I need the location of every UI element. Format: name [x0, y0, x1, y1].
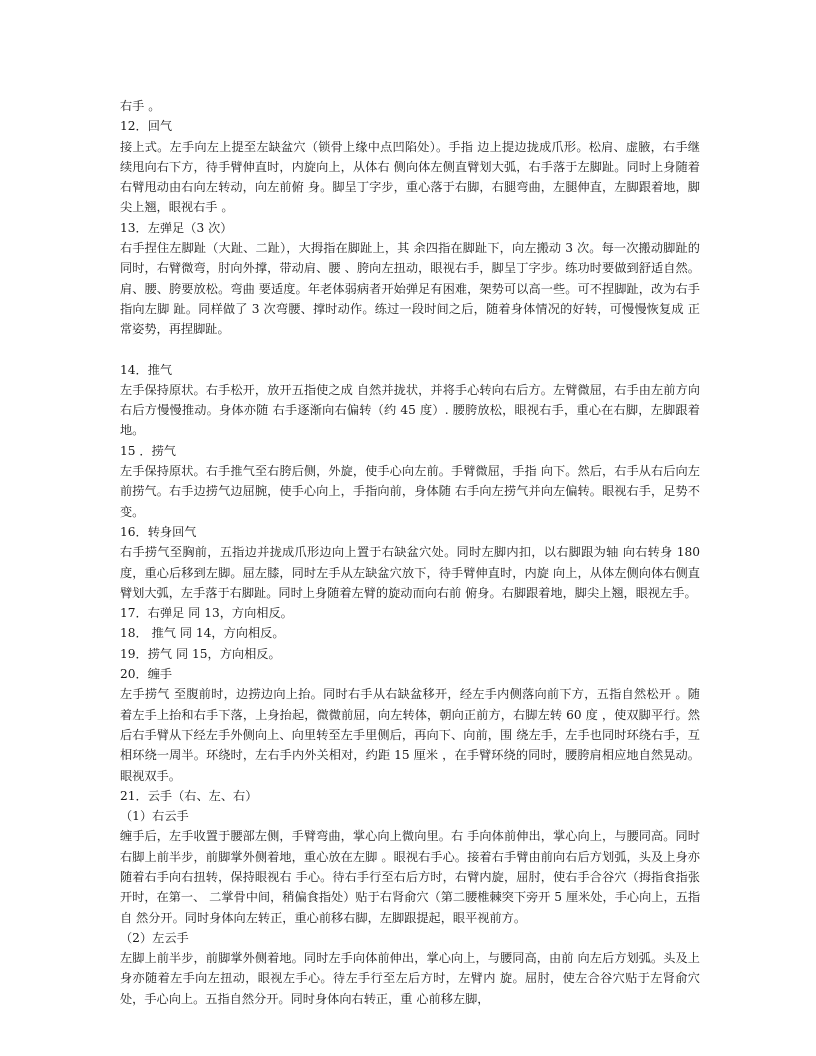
section-heading-18: 18． 推气 同 14，方向相反。: [120, 626, 285, 641]
blank-line: [120, 340, 700, 360]
paragraph-14-body: 左手保持原状。右手松开，放开五指使之成 自然并拢状，并将手心转向右后方。左臂微屈，右手由左前方向右后方慢慢推动。身体亦随 右手逐渐向右偏转（约 45 度）. 腰胯放松，眼视右手，重心在右脚，左脚跟着地。: [120, 382, 700, 438]
section-heading-20: 20．缠手: [120, 667, 173, 682]
paragraph-13-body: 右手捏住左脚趾（大趾、二趾），大拇指在脚趾上，其 余四指在脚趾下，向左搬动 3 次。每一次搬动脚趾的同时，右臂微弯，肘向外撑，带动肩、腰 、胯向左扭动，眼视右手，脚呈丁字步。练功时要做到舒适自然。肩、腰、胯要放松。弯曲 要适度。年老体弱病者开始弹足有困难，架势可以高一些。可不捏脚趾，改为右手指向左脚 趾。同样做了 3 次弯腰、撑时动作。练过一段时间之后，随着身体情况的好转，可慢慢恢复成 正常姿势，再捏脚趾。: [120, 241, 700, 337]
section-heading-14: 14．推气: [120, 362, 173, 377]
section-heading-19: 19．捞气 同 15，方向相反。: [120, 646, 281, 661]
paragraph-21-2-body: 左脚上前半步，前脚掌外侧着地。同时左手向体前伸出，掌心向上，与腰同高，由前 向左后方划弧。头及上身亦随着左手向左扭动，眼视左手心。待左手行至左后方时，左臂内 旋。屈肘，使左合谷穴贴于左肾俞穴处，手心向上。五指自然分开。同时身体向右转正，重 心前移左脚，: [120, 951, 700, 1006]
paragraph-21-1-body: 缠手后，左手收置于腰部左侧，手臂弯曲，掌心向上微向里。右 手向体前伸出，掌心向上，与腰同高。同时右脚上前半步，前脚掌外侧着地，重心放在左脚 。眼视右手心。接着右手臂由前向右后方划弧，头及上身亦随着右手向右扭转，保持眼视右 手心。待右手行至右后方时，右臂内旋，屈肘，使右手合谷穴（拇指食指张开时，在第一、 二掌骨中间，稍偏食指处）贴于右肾俞穴（第二腰椎棘突下旁开 5 厘米处，手心向上，五指自 然分开。同时身体向左转正，重心前移右脚，左脚跟提起，眼平视前方。: [120, 829, 701, 925]
section-heading-21: 21．云手（右、左、右）: [120, 788, 258, 803]
section-heading-13: 13．左弹足（3 次）: [120, 220, 233, 235]
paragraph-15-body: 左手保持原状。右手推气至右胯后侧，外旋，使手心向左前。手臂微屈，手指 向下。然后，右手从右后向左前捞气。右手边捞气边屈腕，使手心向上，手指向前，身体随 右手向左捞气并向左偏转。眼视右手，足势不变。: [120, 464, 700, 519]
section-heading-16: 16．转身回气: [120, 524, 197, 539]
paragraph-12-body: 接上式。左手向左上提至左缺盆穴（锁骨上缘中点凹陷处）。手指 边上提边拢成爪形。松肩、虚腋，右手继续甩向右下方，待手臂伸直时，内旋向上，从体右 侧向体左侧直臂划大弧，右手落于左脚趾。同时上身随着右臂甩动由右向左转动，向左前俯 身。脚呈丁字步，重心落于右脚，右腿弯曲，左腿伸直，左脚跟着地，脚尖上翘，眼视右手 。: [120, 139, 700, 215]
paragraph-20-body: 左手捞气 至腹前时，边捞边向上抬。同时右手从右缺盆移开，经左手内侧落向前下方，五指自然松开 。随着左手上抬和右手下落，上身抬起，微微前屈，向左转体，朝向正前方，右脚左转 60 度 ，使双脚平行。然后右手臂从下经左手外侧向上、向里转至左手里侧后，再向下、向前，围 绕左手，左手也同时环绕右手，互相环绕一周半。环绕时，左右手内外关相对，约距 15 厘米 ，在手臂环绕的同时，腰胯肩相应地自然晃动。眼视双手。: [120, 687, 700, 783]
section-heading-12: 12．回气: [120, 119, 173, 134]
subheading-left-cloud-hand: （2）左云手: [120, 930, 189, 945]
paragraph-16-body: 右手捞气至胸前，五指边并拢成爪形边向上置于右缺盆穴处。同时左脚内扣，以右脚跟为轴 向右转身 180 度，重心后移到左脚。屈左膝，同时左手从左缺盆穴放下，待手臂伸直时，内旋 向上，从体左侧向体右侧直臂划大弧，左手落于右脚趾。同时上身随着左臂的旋动而向右前 俯身。右脚跟着地，脚尖上翘，眼视左手。: [120, 545, 700, 600]
section-heading-17: 17．右弹足 同 13，方向相反。: [120, 606, 293, 621]
section-heading-15: 15 ．捞气: [120, 443, 176, 458]
paragraph-continuation: 右手 。: [120, 99, 161, 113]
subheading-right-cloud-hand: （1）右云手: [120, 809, 189, 824]
document-page: [120, 96, 700, 1009]
